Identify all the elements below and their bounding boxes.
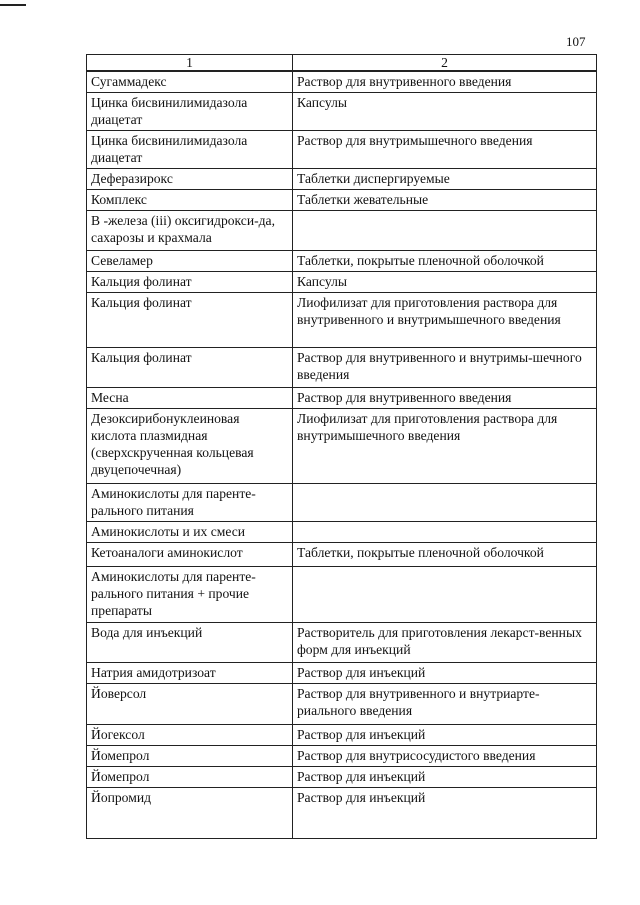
dosage-form-cell <box>293 567 597 623</box>
dosage-form-cell: Раствор для инъекций <box>293 767 597 788</box>
drug-name-cell: Сугаммадекс <box>87 71 293 93</box>
drug-name-cell: Аминокислоты для паренте-рального питания + прочие препараты <box>87 567 293 623</box>
table-row <box>87 348 597 388</box>
drug-name-cell: Кетоаналоги аминокислот <box>87 543 293 567</box>
drug-name-cell: Комплекс <box>87 190 293 211</box>
table-header-row <box>87 55 597 72</box>
dosage-form-cell: Капсулы <box>293 93 597 131</box>
dosage-form-cell: Таблетки, покрытые пленочной оболочкой <box>293 251 597 272</box>
table-row <box>87 131 597 169</box>
table-row <box>87 388 597 409</box>
dosage-form-cell: Растворитель для приготовления лекарст-венных форм для инъекций <box>293 623 597 663</box>
dosage-form-cell: Таблетки, покрытые пленочной оболочкой <box>293 543 597 567</box>
table-row <box>87 251 597 272</box>
dosage-form-cell: Раствор для внутривенного и внутримы-шечного введения <box>293 348 597 388</box>
table-row <box>87 788 597 839</box>
drug-name-cell: Цинка бисвинилимидазола диацетат <box>87 131 293 169</box>
table-row <box>87 293 597 348</box>
drug-name-cell: Йомепрол <box>87 746 293 767</box>
dosage-form-cell: Раствор для внутривенного введения <box>293 388 597 409</box>
drug-name-cell: Йомепрол <box>87 767 293 788</box>
dosage-form-cell: Раствор для инъекций <box>293 788 597 839</box>
drug-name-cell: Севеламер <box>87 251 293 272</box>
dosage-form-cell: Лиофилизат для приготовления раствора для внутривенного и внутримышечного введения <box>293 293 597 348</box>
table-row <box>87 567 597 623</box>
table-row <box>87 409 597 484</box>
dosage-form-cell: Раствор для внутривенного и внутриарте-риального введения <box>293 684 597 725</box>
table-row <box>87 71 597 93</box>
table-row <box>87 684 597 725</box>
table-row <box>87 767 597 788</box>
dosage-form-cell <box>293 522 597 543</box>
page-number: 107 <box>566 34 586 49</box>
drug-name-cell: Дезоксирибонуклеиновая кислота плазмидная (сверхскрученная кольцевая двуцепочечная) <box>87 409 293 484</box>
table-row <box>87 93 597 131</box>
table-row <box>87 746 597 767</box>
dosage-form-cell: Таблетки жевательные <box>293 190 597 211</box>
dosage-form-cell: Раствор для внутримышечного введения <box>293 131 597 169</box>
drug-name-cell: Месна <box>87 388 293 409</box>
corner-mark <box>0 4 26 6</box>
drug-name-cell: Деферазирокс <box>87 169 293 190</box>
drug-table <box>86 54 597 839</box>
dosage-form-cell: Капсулы <box>293 272 597 293</box>
dosage-form-cell: Таблетки диспергируемые <box>293 169 597 190</box>
table-row <box>87 211 597 251</box>
dosage-form-cell: Раствор для внутрисосудистого введения <box>293 746 597 767</box>
table-row <box>87 484 597 522</box>
drug-name-cell: Кальция фолинат <box>87 293 293 348</box>
drug-name-cell: Йоверсол <box>87 684 293 725</box>
drug-name-cell: Вода для инъекций <box>87 623 293 663</box>
table-row <box>87 543 597 567</box>
table-row <box>87 169 597 190</box>
table-row <box>87 272 597 293</box>
table-row <box>87 663 597 684</box>
table-row <box>87 725 597 746</box>
drug-name-cell: В -железа (iii) оксигидрокси-да, сахарозы и крахмала <box>87 211 293 251</box>
column-header-1: 1 <box>87 55 293 72</box>
drug-name-cell: Кальция фолинат <box>87 272 293 293</box>
dosage-form-cell: Лиофилизат для приготовления раствора для внутримышечного введения <box>293 409 597 484</box>
dosage-form-cell <box>293 211 597 251</box>
drug-name-cell: Йогексол <box>87 725 293 746</box>
dosage-form-cell: Раствор для инъекций <box>293 663 597 684</box>
table-row <box>87 623 597 663</box>
table-row <box>87 522 597 543</box>
dosage-form-cell: Раствор для инъекций <box>293 725 597 746</box>
dosage-form-cell: Раствор для внутривенного введения <box>293 71 597 93</box>
drug-name-cell: Кальция фолинат <box>87 348 293 388</box>
dosage-form-cell <box>293 484 597 522</box>
table-row <box>87 190 597 211</box>
drug-name-cell: Йопромид <box>87 788 293 839</box>
column-header-2: 2 <box>293 55 597 72</box>
drug-name-cell: Аминокислоты для паренте-рального питания <box>87 484 293 522</box>
drug-name-cell: Аминокислоты и их смеси <box>87 522 293 543</box>
drug-name-cell: Цинка бисвинилимидазола диацетат <box>87 93 293 131</box>
drug-name-cell: Натрия амидотризоат <box>87 663 293 684</box>
